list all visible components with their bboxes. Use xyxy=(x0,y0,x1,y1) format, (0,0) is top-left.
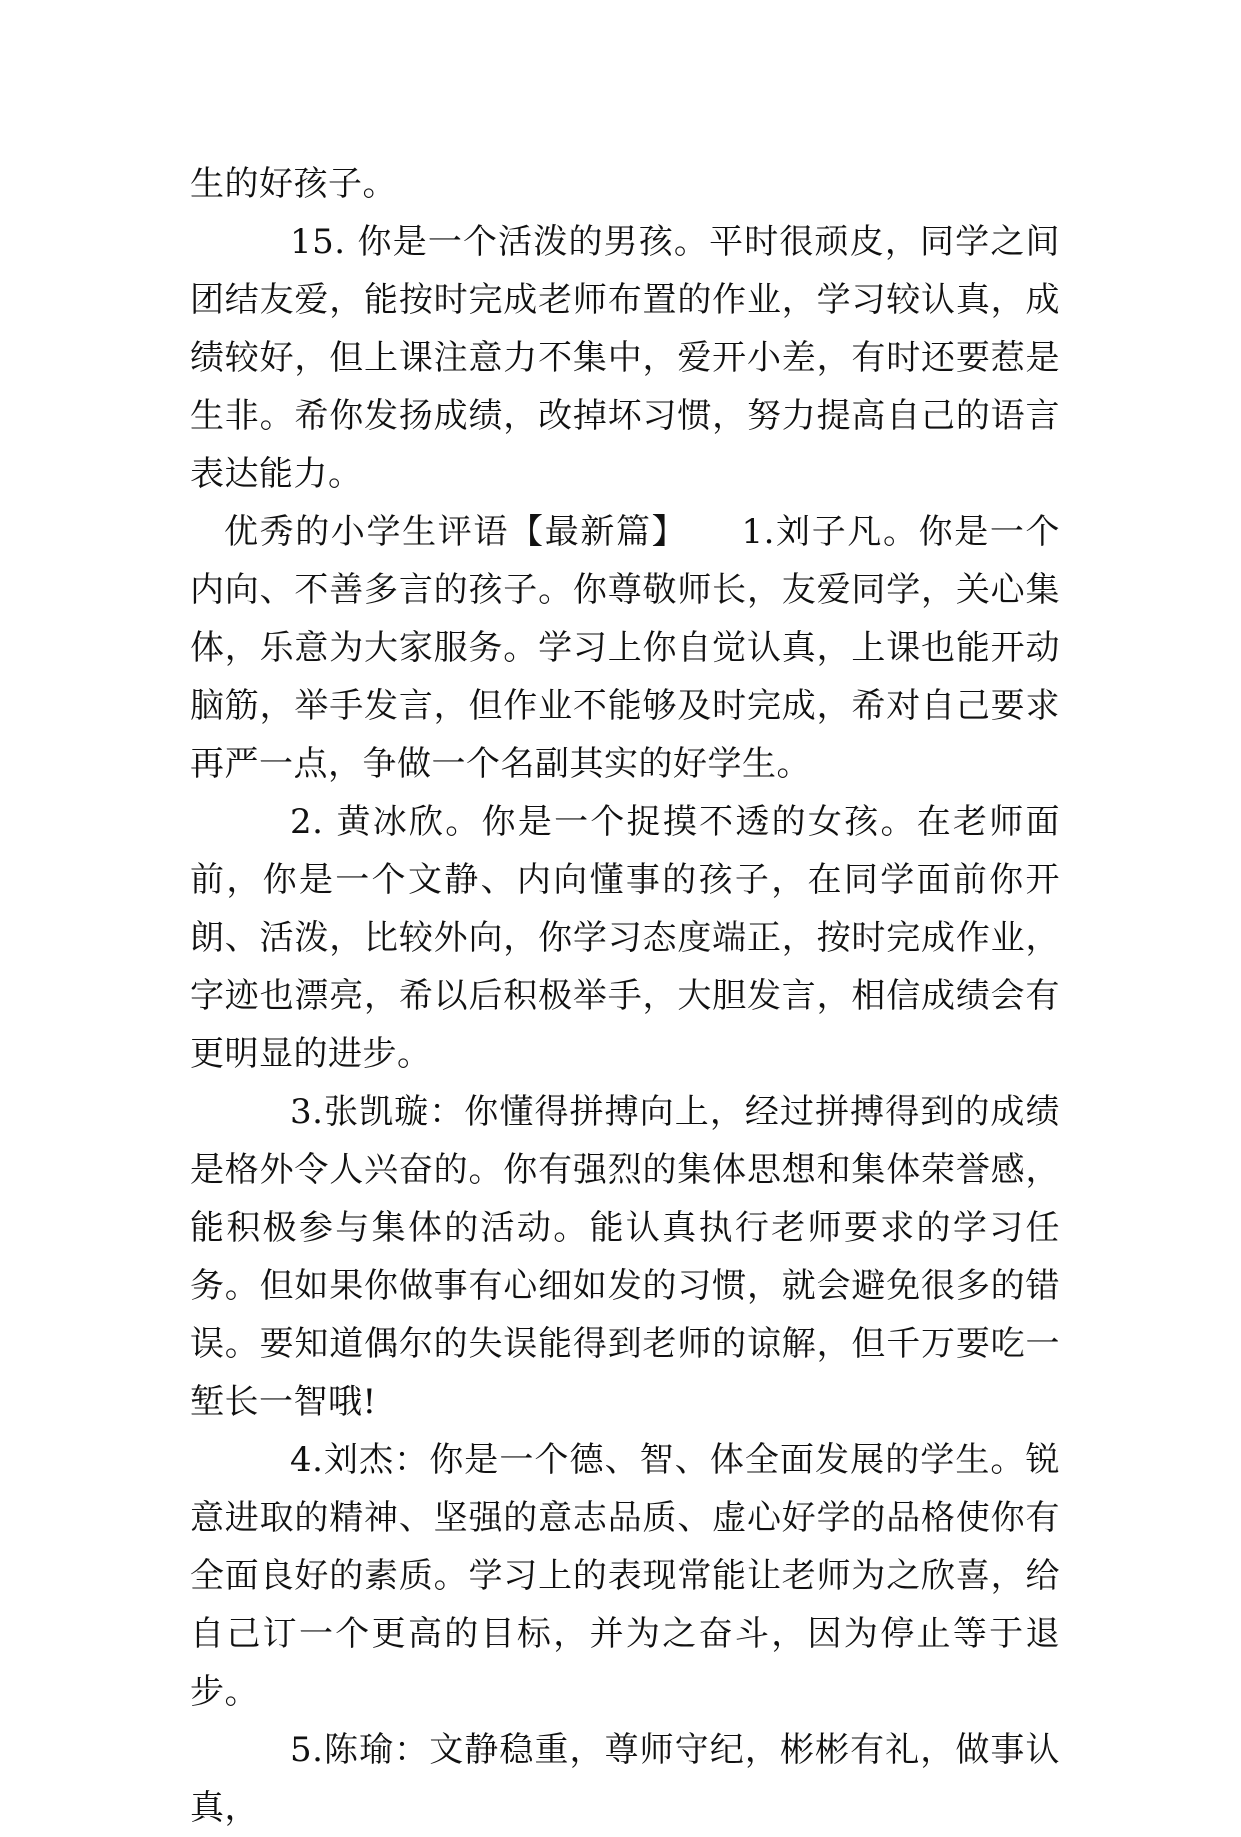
paragraph-comment-2: 2. 黄冰欣。你是一个捉摸不透的女孩。在老师面前，你是一个文静、内向懂事的孩子，在同学面前你开朗、活泼，比较外向，你学习态度端正，按时完成作业，字迹也漂亮，希以后积极举手，大胆发言，相信成绩会有更明显的进步。 xyxy=(190,802,1060,1074)
document-body xyxy=(190,155,1060,1837)
paragraph-comment-3: 3.张凯璇：你懂得拼搏向上，经过拼搏得到的成绩是格外令人兴奋的。你有强烈的集体思想和集体荣誉感，能积极参与集体的活动。能认真执行老师要求的学习任务。但如果你做事有心细如发的习惯，就会避免很多的错误。要知道偶尔的失误能得到老师的谅解，但千万要吃一堑长一智哦! xyxy=(190,1092,1060,1422)
paragraph-comment-5: 5.陈瑜：文静稳重，尊师守纪，彬彬有礼，做事认真， xyxy=(190,1730,1060,1828)
paragraph-comment-4: 4.刘杰：你是一个德、智、体全面发展的学生。锐意进取的精神、坚强的意志品质、虚心好学的品格使你有全面良好的素质。学习上的表现常能让老师为之欣喜，给自己订一个更高的目标，并为之奋斗，因为停止等于退步。 xyxy=(190,1440,1060,1712)
paragraph-continuation: 生的好孩子。 xyxy=(190,164,397,204)
paragraph-comment-15: 15. 你是一个活泼的男孩。平时很顽皮，同学之间团结友爱，能按时完成老师布置的作业，学习较认真，成绩较好，但上课注意力不集中，爱开小差，有时还要惹是生非。希你发扬成绩，改掉坏习惯，努力提高自己的语言表达能力。 xyxy=(190,222,1060,494)
paragraph-section-heading: 优秀的小学生评语【最新篇】 1.刘子凡。你是一个内向、不善多言的孩子。你尊敬师长，友爱同学，关心集体，乐意为大家服务。学习上你自觉认真，上课也能开动脑筋，举手发言，但作业不能够及时完成，希对自己要求再严一点，争做一个名副其实的好学生。 xyxy=(190,512,1060,784)
